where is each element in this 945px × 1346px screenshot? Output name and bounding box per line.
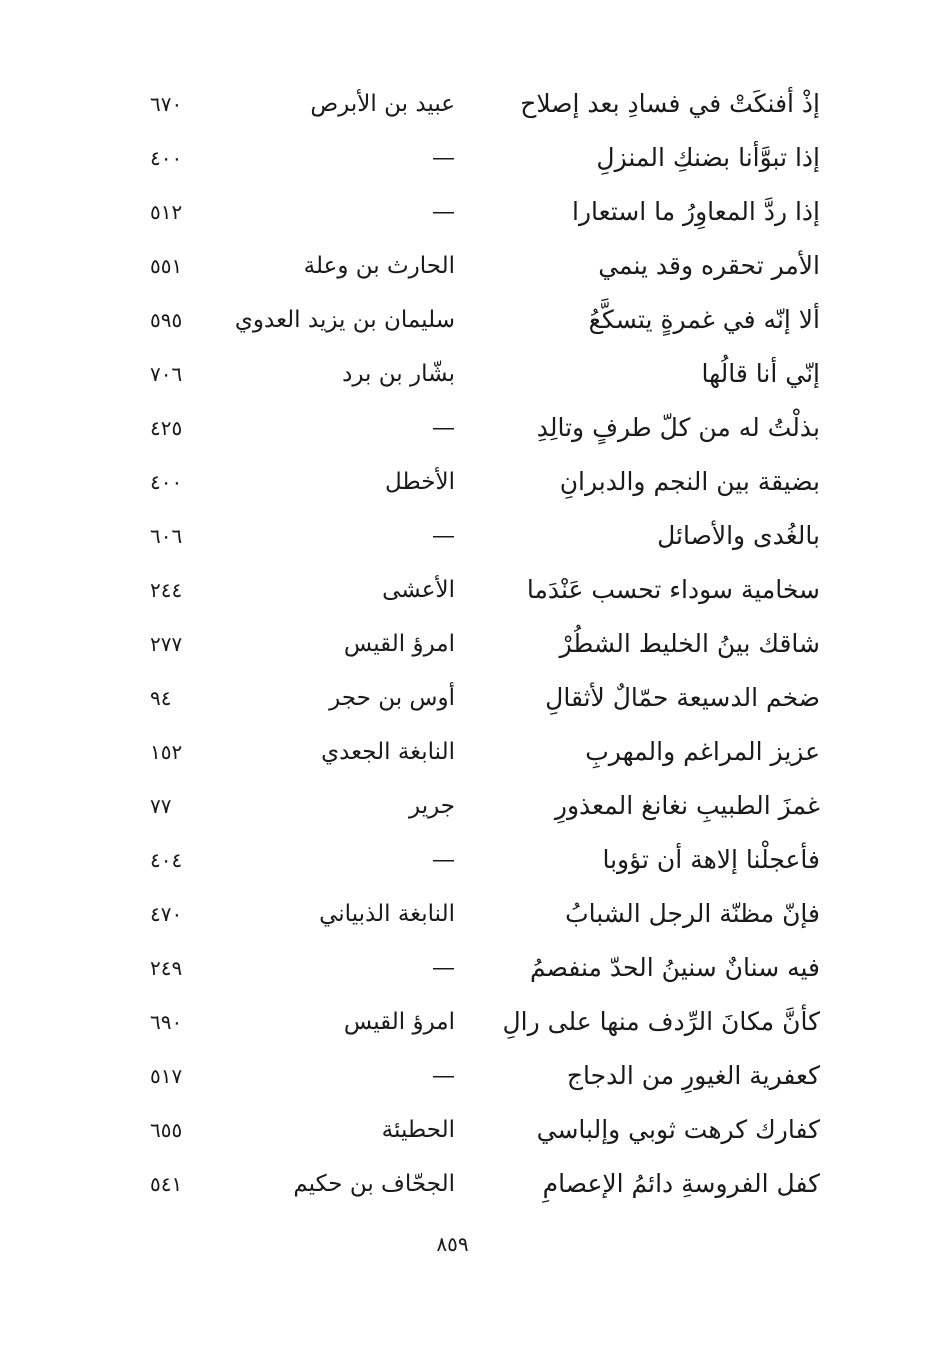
verse-cell: الأمر تحقره وقد ينمي — [598, 251, 820, 280]
verse-index-table — [150, 77, 830, 1211]
page-ref-cell: ٢٤٩ — [150, 956, 183, 980]
poet-cell: — — [432, 847, 455, 873]
table-row — [150, 239, 830, 293]
table-row — [150, 77, 830, 131]
poet-cell: الأخطل — [384, 469, 455, 495]
page-ref-cell: ٤٢٥ — [150, 416, 183, 440]
table-row — [150, 401, 830, 455]
table-row — [150, 131, 830, 185]
verse-cell: إذْ أفنكَتْ في فسادِ بعد إصلاح — [520, 89, 820, 118]
poet-cell: الحارث بن وعلة — [303, 253, 455, 279]
table-row — [150, 671, 830, 725]
poet-cell: النابغة الجعدي — [321, 739, 455, 765]
table-row — [150, 995, 830, 1049]
page-ref-cell: ٩٤ — [150, 686, 172, 710]
verse-cell: فإنّ مظنّة الرجل الشبابُ — [565, 899, 820, 928]
page-ref-cell: ٤٠٠ — [150, 470, 183, 494]
page-ref-cell: ٤٠٤ — [150, 848, 183, 872]
page-ref-cell: ٤٧٠ — [150, 902, 183, 926]
poet-cell: — — [432, 523, 455, 549]
poet-cell: بشّار بن برد — [342, 361, 455, 387]
table-row — [150, 887, 830, 941]
table-row — [150, 1049, 830, 1103]
page-ref-cell: ٥٤١ — [150, 1172, 183, 1196]
page-ref-cell: ٥٥١ — [150, 254, 183, 278]
poet-cell: الجحّاف بن حكيم — [293, 1171, 455, 1197]
table-row — [150, 563, 830, 617]
page-ref-cell: ١٥٢ — [150, 740, 183, 764]
table-row — [150, 1103, 830, 1157]
poet-cell: — — [432, 955, 455, 981]
verse-cell: كفارك كرهت ثوبي وإلباسي — [536, 1115, 820, 1144]
verse-cell: عزيز المراغم والمهربِ — [585, 737, 820, 766]
table-row — [150, 509, 830, 563]
table-row — [150, 941, 830, 995]
poet-cell: أوس بن حجر — [329, 685, 455, 711]
poet-cell: عبيد بن الأبرص — [310, 91, 455, 117]
poet-cell: — — [432, 199, 455, 225]
table-row — [150, 455, 830, 509]
verse-cell: فيه سنانٌ سنينُ الحدّ منفصمُ — [530, 953, 820, 982]
poet-cell: جرير — [409, 793, 455, 819]
table-row — [150, 347, 830, 401]
page-ref-cell: ٦٩٠ — [150, 1010, 183, 1034]
poet-cell: سليمان بن يزيد العدوي — [234, 307, 455, 333]
page-ref-cell: ٥١٧ — [150, 1064, 183, 1088]
page-ref-cell: ٦٧٠ — [150, 92, 183, 116]
page-ref-cell: ٦٥٥ — [150, 1118, 183, 1142]
verse-cell: فأعجلْنا إلاهة أن تؤوبا — [602, 845, 820, 874]
verse-cell: كأنَّ مكانَ الرِّدف منها على رالِ — [502, 1007, 820, 1036]
page-ref-cell: ٧٧ — [150, 794, 172, 818]
verse-cell: بضيقة بين النجم والدبرانِ — [559, 467, 820, 496]
poet-cell: امرؤ القيس — [343, 631, 455, 657]
verse-cell: إنّي أنا قالُها — [701, 359, 820, 388]
poet-cell: — — [432, 145, 455, 171]
table-row — [150, 725, 830, 779]
verse-cell: كفل الفروسةِ دائمُ الإعصامِ — [542, 1169, 820, 1198]
page-number: ٨٥٩ — [436, 1232, 469, 1256]
verse-cell: شاقك بينُ الخليط الشطُرْ — [559, 629, 820, 658]
poet-cell: امرؤ القيس — [343, 1009, 455, 1035]
table-row — [150, 617, 830, 671]
page-ref-cell: ٧٠٦ — [150, 362, 183, 386]
table-row — [150, 833, 830, 887]
verse-cell: بالغُدى والأصائل — [657, 521, 820, 550]
table-row — [150, 185, 830, 239]
table-row — [150, 1157, 830, 1211]
page-ref-cell: ٢٤٤ — [150, 578, 183, 602]
page-ref-cell: ٥١٢ — [150, 200, 183, 224]
table-row — [150, 779, 830, 833]
verse-cell: إذا ردَّ المعاوِرُ ما استعارا — [572, 197, 820, 226]
page-ref-cell: ٤٠٠ — [150, 146, 183, 170]
poet-cell: — — [432, 415, 455, 441]
verse-cell: إذا تبوَّأنا بضنكِ المنزلِ — [596, 143, 820, 172]
verse-cell: غمزَ الطبيبِ نغانغ المعذورِ — [554, 791, 820, 820]
poet-cell: — — [432, 1063, 455, 1089]
poet-cell: الأعشى — [382, 577, 455, 603]
verse-cell: سخامية سوداء تحسب عَنْدَما — [526, 575, 820, 604]
verse-cell: ألا إنّه في غمرةٍ يتسكَّعُ — [588, 305, 820, 334]
table-row — [150, 293, 830, 347]
verse-cell: كعفرية الغيورِ من الدجاج — [566, 1061, 820, 1090]
poet-cell: النابغة الذبياني — [319, 901, 455, 927]
verse-cell: ضخم الدسيعة حمّالٌ لأثقالِ — [545, 683, 820, 712]
page-ref-cell: ٢٧٧ — [150, 632, 183, 656]
verse-cell: بذلْتُ له من كلّ طرفٍ وتالِدِ — [536, 413, 820, 442]
page-ref-cell: ٦٠٦ — [150, 524, 183, 548]
poet-cell: الحطيئة — [381, 1117, 455, 1143]
page-ref-cell: ٥٩٥ — [150, 308, 183, 332]
